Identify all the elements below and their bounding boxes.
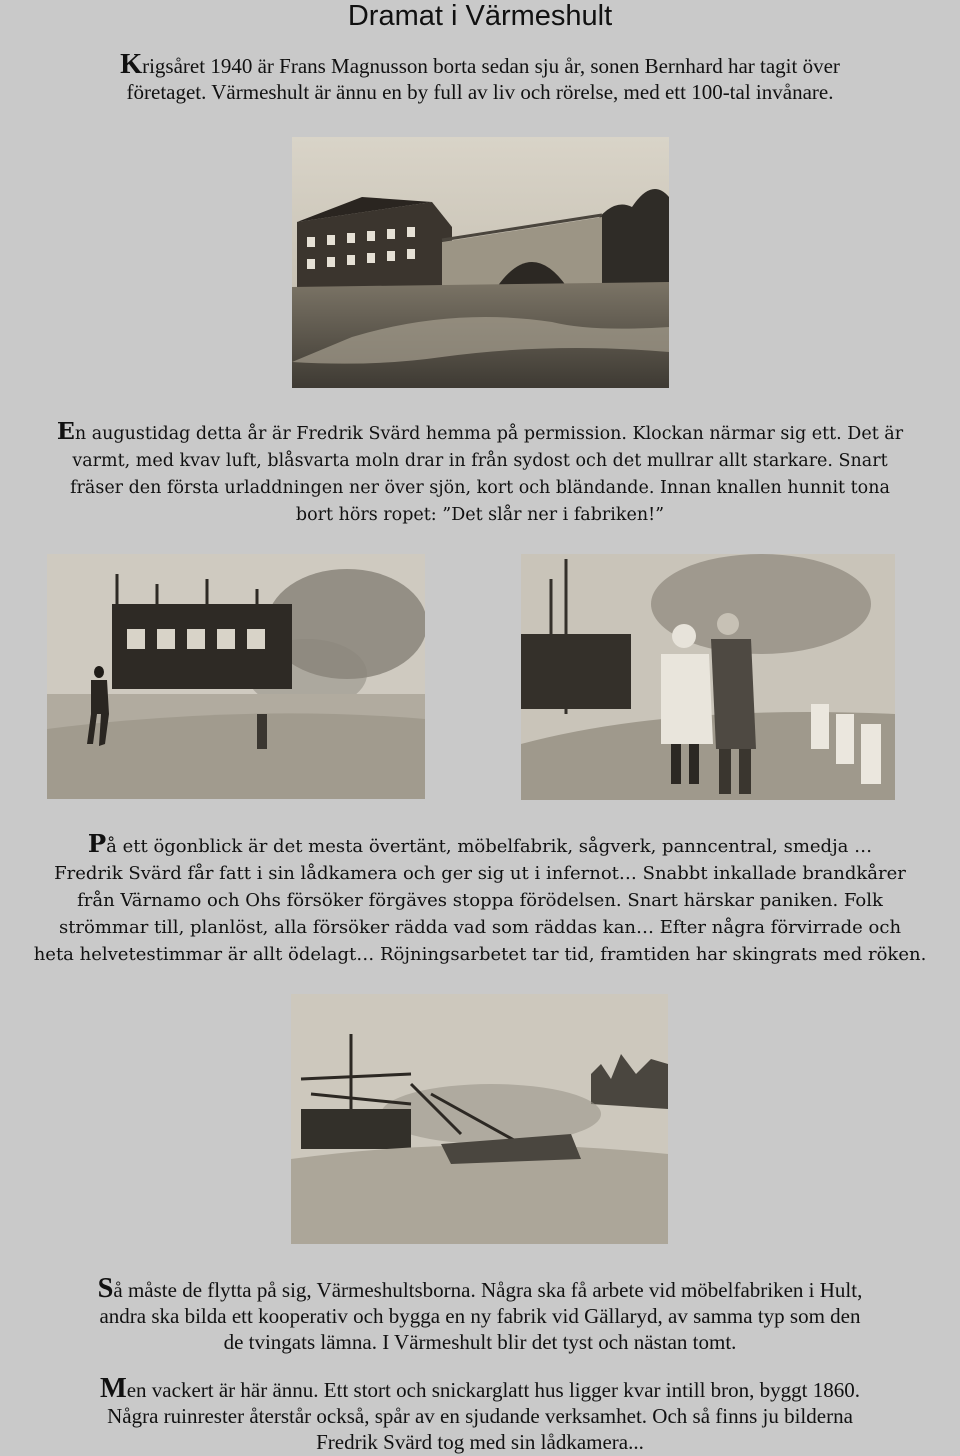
dropcap: P [87, 829, 107, 858]
photo-firemen [521, 554, 895, 800]
thunderstorm-paragraph: En augustidag detta år är Fredrik Svärd hemma på permission. Klockan närmar sig ett. Det är varmt, med kvav luft, blåsvarta moln drar in från sydost och det mullrar allt starkare. Snart fräser den första urladdningen ner över sjön, kort och bländande. Innan knallen hunnit tona bort hörs ropet: ”Det slår ner i fabriken!” [56, 417, 904, 525]
relocation-paragraph: Så måste de flytta på sig, Värmeshultsborna. Några ska få arbete vid möbelfabriken i Hult, andra ska bilda ett kooperativ och bygga en ny fabrik vid Gällaryd, av samma typ som den de tvingats lämna. I Värmeshult blir det tyst och nästan tomt. [97, 1273, 863, 1354]
dropcap: S [97, 1273, 114, 1304]
dropcap: E [56, 417, 75, 445]
photo-ruins [291, 994, 668, 1244]
dropcap: K [120, 49, 143, 80]
photo-burning-factory [47, 554, 425, 799]
intro-paragraph: Krigsåret 1940 är Frans Magnusson borta sedan sju år, sonen Bernhard har tagit över företaget. Värmeshult är ännu en by full av liv och rörelse, med ett 100-tal invånare. [120, 49, 840, 104]
page-title: Dramat i Värmeshult [347, 0, 613, 32]
photo-factory-and-bridge [292, 137, 669, 388]
closing-paragraph: Men vackert är här ännu. Ett stort och snickarglatt hus ligger kvar intill bron, byggt 1860. Några ruinrester återstår också, spår av en sjudande verksamhet. Och så finns ju bilderna Fredrik Svärd tog med sin lådkamera... [99, 1373, 861, 1454]
fire-paragraph: På ett ögonblick är det mesta övertänt, möbelfabrik, sågverk, panncentral, smedja … Fredrik Svärd får fatt i sin lådkamera och ger sig ut i infernot… Snabbt inkallade brandkårer från Värnamo och Ohs försöker förgäves stoppa förödelsen. Snart härskar paniken. Folk strömmar till, planlöst, alla försöker rädda vad som räddas kan… Efter några förvirrade och heta helvetestimmar är allt ödelagt… Röjningsarbetet tar tid, framtiden har skingrats med röken. [33, 829, 927, 965]
dropcap: M [99, 1373, 127, 1404]
